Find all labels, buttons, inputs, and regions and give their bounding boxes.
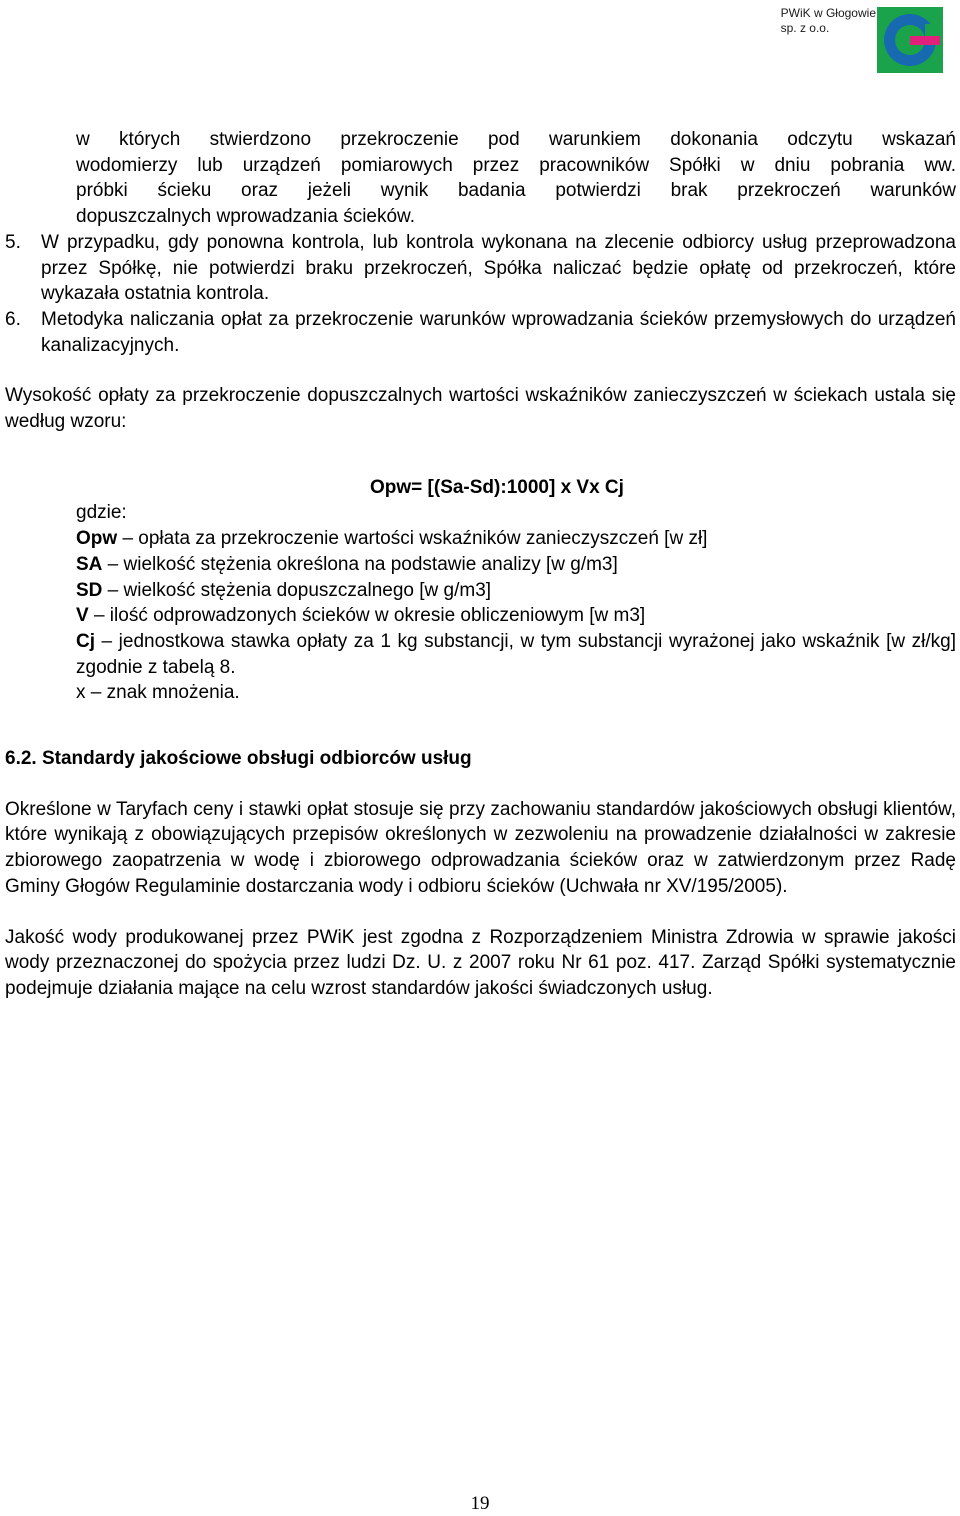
continuation-paragraph: [76, 127, 956, 230]
pwik-logo-icon: [877, 7, 943, 73]
continuation-line: dopuszczalnych wprowadzania ścieków.: [76, 206, 416, 228]
list-item-number: 6.: [5, 308, 21, 330]
continuation-line: próbki ścieku oraz jeżeli wynik badania potwierdzi brak przekroczeń warunków: [76, 180, 956, 202]
company-name-header: [781, 6, 876, 36]
formula: Opw= [(Sa-Sd):1000] x Vx Cj: [370, 476, 624, 498]
definition-desc: – wielkość stężenia dopuszczalnego [w g/m3]: [102, 579, 492, 601]
definition-row: [76, 552, 956, 578]
paragraph-standards: Określone w Taryfach ceny i stawki opłat stosuje się przy zachowaniu standardów jakościowych obsługi klientów, które wynikają z obowiązujących przepisów określonych w zezwoleniu na prowadzenie działalności w zakresie zbiorowego zaopatrzenia w wodę i zbiorowego odprowadzania ścieków oraz w zatwierdzonym przez Radę Gminy Głogów Regulaminie dostarczania wody i odbioru ścieków (Uchwała nr XV/195/2005).: [5, 798, 956, 897]
intro-paragraph: Wysokość opłaty za przekroczenie dopuszczalnych wartości wskaźników zanieczyszczeń w ściekach ustala się według wzoru:: [5, 385, 956, 433]
section-heading: 6.2. Standardy jakościowe obsługi odbiorców usług: [5, 748, 472, 770]
definition-row: [76, 526, 956, 552]
where-label: gdzie:: [76, 502, 127, 524]
company-name-line2: sp. z o.o.: [780, 21, 830, 35]
list-item-text: W przypadku, gdy ponowna kontrola, lub kontrola wykonana na zlecenie odbiorcy usług przeprowadzona przez Spółkę, nie potwierdzi braku przekroczeń, Spółka naliczać będzie opłatę od przekroczeń, które wykazała ostatnia kontrola.: [41, 231, 956, 305]
definition-row: [76, 629, 956, 680]
paragraph-water-quality: Jakość wody produkowanej przez PWiK jest zgodna z Rozporządzeniem Ministra Zdrowia w sprawie jakości wody przeznaczonej do spożycia przez ludzi Dz. U. z 2007 roku Nr 61 poz. 417. Zarząd Spółki systematycznie podejmuje działania mające na celu wzrost standardów jakości świadczonych usług.: [5, 926, 956, 999]
definition-row: [76, 578, 956, 604]
definition-term: V: [76, 605, 89, 627]
definition-term: Cj: [76, 630, 95, 652]
list-item: [5, 230, 956, 307]
definition-term: Opw: [76, 528, 118, 550]
list-item-number: 5.: [5, 231, 21, 253]
definition-desc: – wielkość stężenia określona na podstawie analizy [w g/m3]: [102, 553, 618, 575]
definition-row: [76, 603, 956, 629]
page-number: 19: [470, 1493, 490, 1514]
multiply-note: x – znak mnożenia.: [76, 682, 240, 704]
document-body: [5, 127, 956, 1002]
definition-desc: – ilość odprowadzonych ścieków w okresie obliczeniowym [w m3]: [88, 605, 646, 627]
list-item: [5, 307, 956, 358]
continuation-line: w których stwierdzono przekroczenie pod warunkiem dokonania odczytu wskazań: [76, 129, 956, 150]
definition-term: SA: [76, 553, 103, 575]
continuation-line: wodomierzy lub urządzeń pomiarowych przez pracowników Spółki w dniu pobrania ww.: [76, 154, 956, 176]
definition-desc: – jednostkowa stawka opłaty za 1 kg substancji, w tym substancji wyrażonej jako wskaźnik [w zł/kg] zgodnie z tabelą 8.: [76, 630, 956, 678]
definition-desc: – opłata za przekroczenie wartości wskaźników zanieczyszczeń [w zł]: [117, 528, 708, 550]
list-item-text: Metodyka naliczania opłat za przekroczenie warunków wprowadzania ścieków przemysłowych do urządzeń kanalizacyjnych.: [41, 308, 956, 356]
company-name-line1: PWiK w Głogowie: [780, 6, 876, 20]
definition-term: SD: [76, 579, 103, 601]
